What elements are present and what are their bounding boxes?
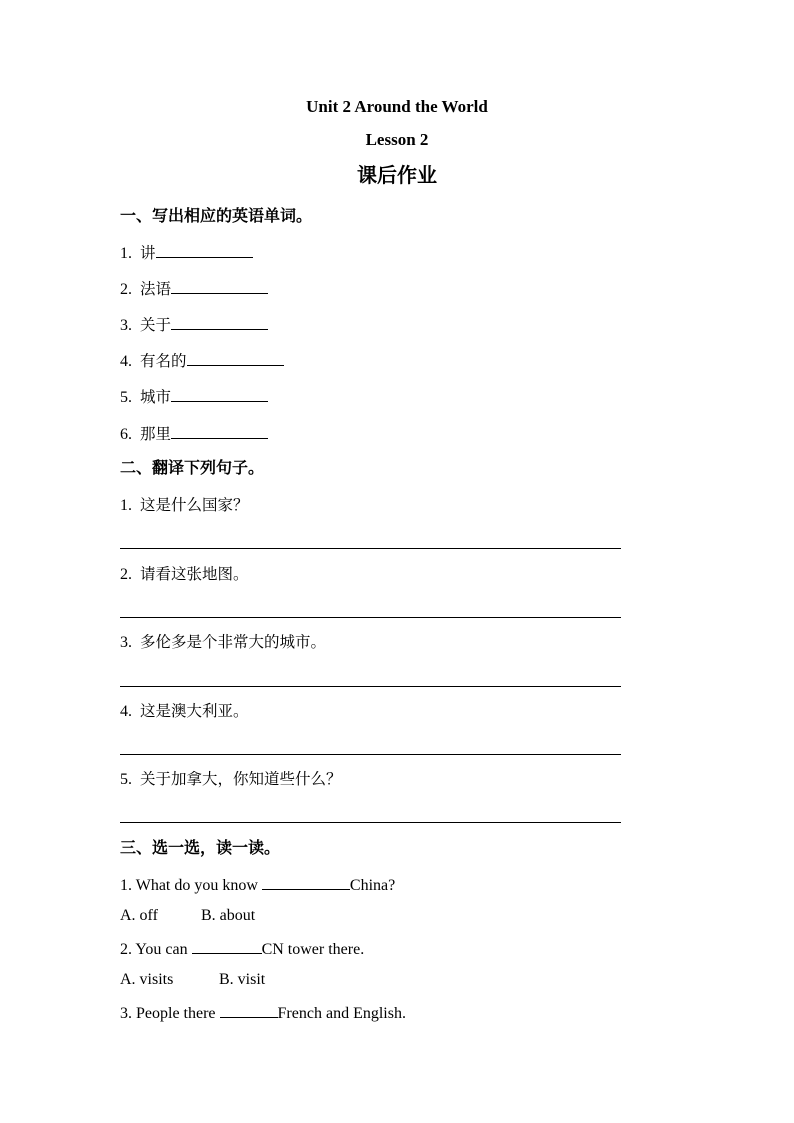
section2-heading: 二、翻译下列句子。 bbox=[120, 458, 265, 477]
vocab-answer-blank[interactable] bbox=[171, 277, 268, 294]
choice-question-3 bbox=[120, 1001, 406, 1025]
vocab-item-number: 2. bbox=[120, 281, 132, 298]
option-a[interactable]: A. visits bbox=[120, 971, 174, 988]
translate-answer-line[interactable] bbox=[120, 617, 621, 618]
vocab-item-number: 5. bbox=[120, 389, 132, 406]
question-text-before: 2. You can bbox=[120, 941, 192, 958]
vocab-item-word: 城市 bbox=[140, 388, 172, 406]
vocab-item-5 bbox=[120, 385, 268, 409]
choice-answer-blank[interactable] bbox=[192, 937, 262, 954]
vocab-item-word: 那里 bbox=[140, 425, 172, 443]
option-a[interactable]: A. off bbox=[120, 907, 158, 924]
translate-item-1 bbox=[120, 494, 249, 517]
translate-answer-line[interactable] bbox=[120, 822, 621, 823]
vocab-item-word: 讲 bbox=[140, 244, 156, 262]
question-text-before: 1. What do you know bbox=[120, 877, 262, 894]
vocab-item-word: 有名的 bbox=[140, 352, 187, 370]
translate-item-text: 关于加拿大，你知道些什么？ bbox=[140, 770, 342, 788]
translate-item-4 bbox=[120, 700, 249, 723]
vocab-item-4 bbox=[120, 349, 284, 373]
choice-answer-blank[interactable] bbox=[262, 873, 350, 890]
translate-item-text: 这是澳大利亚。 bbox=[140, 702, 249, 720]
vocab-item-word: 法语 bbox=[140, 280, 172, 298]
vocab-answer-blank[interactable] bbox=[156, 241, 253, 258]
vocab-item-3 bbox=[120, 313, 268, 337]
section1-heading: 一、写出相应的英语单词。 bbox=[120, 206, 313, 225]
homework-title: 课后作业 bbox=[357, 163, 437, 187]
translate-item-2 bbox=[120, 563, 249, 586]
question-text-after: China? bbox=[349, 877, 396, 894]
translate-item-number: 5. bbox=[120, 771, 132, 788]
translate-item-number: 4. bbox=[120, 703, 132, 720]
choice-answer-blank[interactable] bbox=[220, 1001, 278, 1018]
translate-answer-line[interactable] bbox=[120, 754, 621, 755]
vocab-item-number: 1. bbox=[120, 245, 132, 262]
vocab-answer-blank[interactable] bbox=[187, 349, 284, 366]
vocab-item-number: 3. bbox=[120, 317, 132, 334]
question-text-after: CN tower there. bbox=[261, 941, 365, 958]
translate-item-5 bbox=[120, 768, 342, 791]
vocab-item-2 bbox=[120, 277, 268, 301]
translate-item-number: 2. bbox=[120, 566, 132, 583]
vocab-answer-blank[interactable] bbox=[171, 385, 268, 402]
choice-question-2 bbox=[120, 937, 364, 961]
translate-item-text: 请看这张地图。 bbox=[140, 565, 249, 583]
question-text-after: French and English. bbox=[277, 1005, 406, 1022]
vocab-answer-blank[interactable] bbox=[171, 422, 268, 439]
vocab-item-word: 关于 bbox=[140, 316, 172, 334]
translate-item-3 bbox=[120, 631, 326, 654]
vocab-item-6 bbox=[120, 422, 268, 446]
option-b[interactable]: B. visit bbox=[219, 971, 266, 988]
translate-item-number: 3. bbox=[120, 634, 132, 651]
translate-item-text: 这是什么国家？ bbox=[140, 496, 249, 514]
vocab-answer-blank[interactable] bbox=[171, 313, 268, 330]
translate-item-text: 多伦多是个非常大的城市。 bbox=[140, 633, 327, 651]
vocab-item-1 bbox=[120, 241, 253, 265]
vocab-item-number: 6. bbox=[120, 426, 132, 443]
translate-item-number: 1. bbox=[120, 497, 132, 514]
translate-answer-line[interactable] bbox=[120, 548, 621, 549]
option-b[interactable]: B. about bbox=[201, 907, 256, 924]
vocab-item-number: 4. bbox=[120, 353, 132, 370]
section3-heading: 三、选一选，读一读。 bbox=[120, 838, 281, 857]
unit-title: Unit 2 Around the World bbox=[306, 97, 488, 116]
question-text-before: 3. People there bbox=[120, 1005, 220, 1022]
choice-question-1 bbox=[120, 873, 395, 897]
lesson-title: Lesson 2 bbox=[365, 130, 429, 149]
translate-answer-line[interactable] bbox=[120, 686, 621, 687]
